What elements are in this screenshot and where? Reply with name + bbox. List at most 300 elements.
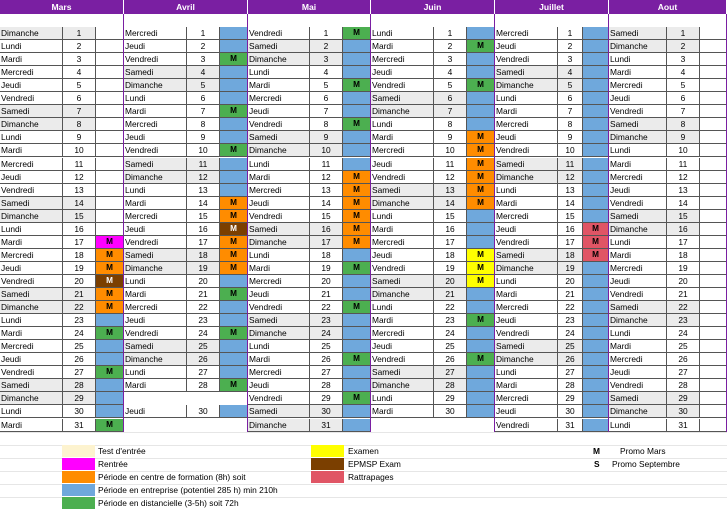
period-cell [700, 184, 727, 197]
period-cell [700, 340, 727, 353]
period-cell [700, 275, 727, 288]
period-cell [96, 223, 124, 236]
day-number-cell: 19 [63, 262, 96, 275]
period-cell: M [96, 301, 124, 314]
day-number-cell: 19 [187, 262, 220, 275]
day-number-cell: 22 [558, 301, 583, 314]
period-cell: M [96, 275, 124, 288]
period-cell: M [220, 53, 248, 66]
day-number-cell: 13 [558, 184, 583, 197]
day-name-cell: Lundi [0, 405, 63, 418]
period-cell [220, 131, 248, 144]
day-number-cell: 5 [434, 79, 467, 92]
period-cell: M [467, 275, 495, 288]
legend [0, 430, 727, 513]
period-cell [96, 27, 124, 40]
day-name-cell: Mercredi [248, 366, 310, 379]
day-name-cell: Jeudi [495, 223, 558, 236]
period-cell [220, 314, 248, 327]
day-name-cell: Dimanche [371, 379, 434, 392]
day-name-cell: Samedi [124, 66, 187, 79]
day-number-cell: 22 [63, 301, 96, 314]
period-cell [467, 66, 495, 79]
day-name-cell: Jeudi [124, 131, 187, 144]
period-cell [343, 131, 371, 144]
day-name-cell: Mercredi [0, 340, 63, 353]
period-cell: M [220, 197, 248, 210]
day-number-cell: 31 [558, 419, 583, 432]
day-name-cell: Dimanche [124, 353, 187, 366]
period-cell [700, 131, 727, 144]
day-name-cell: Lundi [0, 314, 63, 327]
day-number-cell: 10 [558, 144, 583, 157]
period-cell [583, 144, 609, 157]
period-cell [96, 158, 124, 171]
period-cell [96, 53, 124, 66]
period-cell [220, 405, 248, 418]
day-name-cell: Jeudi [248, 105, 310, 118]
day-number-cell: 25 [63, 340, 96, 353]
day-number-cell: 23 [63, 314, 96, 327]
period-cell: M [96, 262, 124, 275]
day-number-cell: 23 [310, 314, 343, 327]
day-name-cell: Mercredi [371, 236, 434, 249]
day-number-cell: 25 [434, 340, 467, 353]
day-name-cell: Vendredi [609, 197, 667, 210]
day-number-cell: 11 [434, 158, 467, 171]
day-number-cell: 3 [310, 53, 343, 66]
day-number-cell: 15 [434, 210, 467, 223]
day-number-cell: 5 [63, 79, 96, 92]
legend-label-entreprise: Période en entreprise (potentiel 285 h) min 210h [98, 485, 278, 495]
day-name-cell: Mardi [248, 353, 310, 366]
period-cell [467, 379, 495, 392]
day-name-cell: Mercredi [248, 92, 310, 105]
day-number-cell: 8 [310, 118, 343, 131]
day-name-cell: Mardi [248, 79, 310, 92]
period-cell: M [583, 249, 609, 262]
day-name-cell: Samedi [609, 118, 667, 131]
day-number-cell: 26 [310, 353, 343, 366]
day-number-cell: 18 [63, 249, 96, 262]
day-number-cell: 15 [63, 210, 96, 223]
month-header: Juin [371, 0, 494, 14]
day-number-cell: 22 [310, 301, 343, 314]
period-cell [220, 92, 248, 105]
day-name-cell: Mardi [0, 53, 63, 66]
day-number-cell: 11 [558, 158, 583, 171]
period-cell [467, 392, 495, 405]
period-cell [96, 40, 124, 53]
period-cell [700, 249, 727, 262]
period-cell: M [220, 288, 248, 301]
day-name-cell: Lundi [495, 184, 558, 197]
period-cell: M [220, 327, 248, 340]
month-header: Juillet [495, 0, 608, 14]
period-cell [583, 105, 609, 118]
day-name-cell: Mardi [124, 105, 187, 118]
day-name-cell: Dimanche [0, 392, 63, 405]
day-name-cell: Jeudi [124, 314, 187, 327]
period-cell [467, 301, 495, 314]
period-cell [700, 405, 727, 418]
period-cell: M [467, 79, 495, 92]
day-name-cell: Lundi [609, 327, 667, 340]
day-name-cell: Mercredi [495, 301, 558, 314]
legend-key-promo-septembre: S [594, 459, 600, 469]
day-number-cell: 3 [558, 53, 583, 66]
day-name-cell: Samedi [0, 288, 63, 301]
day-name-cell: Jeudi [495, 314, 558, 327]
period-cell [467, 340, 495, 353]
day-number-cell: 11 [187, 158, 220, 171]
month-header: Mars [0, 0, 123, 14]
day-name-cell: Lundi [248, 158, 310, 171]
month-header: Mai [248, 0, 370, 14]
day-number-cell: 30 [187, 405, 220, 418]
day-name-cell: Lundi [0, 223, 63, 236]
day-name-cell: Dimanche [609, 40, 667, 53]
day-name-cell: Jeudi [0, 171, 63, 184]
day-name-cell: Dimanche [371, 197, 434, 210]
day-number-cell: 28 [310, 379, 343, 392]
day-number-cell: 17 [63, 236, 96, 249]
day-number-cell: 28 [63, 379, 96, 392]
day-name-cell: Mardi [248, 171, 310, 184]
day-number-cell: 9 [667, 131, 700, 144]
day-number-cell: 9 [558, 131, 583, 144]
day-number-cell: 17 [187, 236, 220, 249]
day-number-cell: 30 [434, 405, 467, 418]
period-cell [700, 144, 727, 157]
day-name-cell: Samedi [0, 379, 63, 392]
day-number-cell: 5 [187, 79, 220, 92]
period-cell [96, 66, 124, 79]
day-number-cell: 2 [187, 40, 220, 53]
period-cell: M [96, 236, 124, 249]
day-name-cell: Samedi [371, 275, 434, 288]
period-cell [96, 144, 124, 157]
day-name-cell: Mercredi [124, 118, 187, 131]
day-number-cell: 12 [63, 171, 96, 184]
day-number-cell: 4 [63, 66, 96, 79]
day-name-cell: Mercredi [495, 392, 558, 405]
period-cell [96, 314, 124, 327]
period-cell: M [343, 79, 371, 92]
day-number-cell: 27 [63, 366, 96, 379]
period-cell [583, 288, 609, 301]
day-name-cell: Mardi [248, 262, 310, 275]
period-cell [583, 366, 609, 379]
day-name-cell: Lundi [609, 144, 667, 157]
day-number-cell: 13 [434, 184, 467, 197]
day-number-cell: 16 [63, 223, 96, 236]
day-name-cell: Lundi [124, 366, 187, 379]
day-number-cell: 10 [434, 144, 467, 157]
day-number-cell: 20 [558, 275, 583, 288]
day-name-cell: Dimanche [248, 419, 310, 432]
period-cell: M [96, 327, 124, 340]
period-cell: M [220, 262, 248, 275]
period-cell [467, 223, 495, 236]
day-name-cell: Lundi [0, 40, 63, 53]
day-number-cell: 7 [558, 105, 583, 118]
period-cell [583, 118, 609, 131]
day-number-cell: 8 [63, 118, 96, 131]
period-cell [220, 27, 248, 40]
day-number-cell: 18 [434, 249, 467, 262]
period-cell [220, 340, 248, 353]
day-number-cell: 21 [558, 288, 583, 301]
period-cell [583, 66, 609, 79]
period-cell: M [96, 366, 124, 379]
period-cell: M [467, 144, 495, 157]
day-number-cell: 24 [667, 327, 700, 340]
day-name-cell: Lundi [371, 118, 434, 131]
period-cell [343, 275, 371, 288]
day-number-cell: 3 [434, 53, 467, 66]
day-number-cell: 24 [63, 327, 96, 340]
period-cell [700, 92, 727, 105]
period-cell [220, 184, 248, 197]
period-cell [700, 366, 727, 379]
day-number-cell: 28 [187, 379, 220, 392]
day-name-cell: Lundi [124, 275, 187, 288]
day-name-cell: Vendredi [0, 275, 63, 288]
day-name-cell: Jeudi [124, 223, 187, 236]
day-number-cell: 29 [558, 392, 583, 405]
legend-swatch-test [62, 445, 95, 457]
day-name-cell: Vendredi [0, 92, 63, 105]
legend-label-rattrapages: Rattrapages [348, 472, 394, 482]
period-cell: M [343, 262, 371, 275]
day-name-cell: Lundi [371, 210, 434, 223]
day-name-cell: Vendredi [124, 236, 187, 249]
period-cell [583, 27, 609, 40]
period-cell [220, 353, 248, 366]
period-cell [700, 262, 727, 275]
period-cell [467, 236, 495, 249]
day-name-cell: Vendredi [248, 118, 310, 131]
day-number-cell: 2 [310, 40, 343, 53]
day-number-cell: 27 [434, 366, 467, 379]
day-number-cell: 7 [63, 105, 96, 118]
period-cell [343, 366, 371, 379]
period-cell [700, 53, 727, 66]
day-name-cell: Jeudi [124, 40, 187, 53]
period-cell [343, 288, 371, 301]
day-number-cell: 23 [434, 314, 467, 327]
period-cell [700, 301, 727, 314]
day-number-cell: 26 [558, 353, 583, 366]
day-number-cell: 14 [63, 197, 96, 210]
period-cell: M [220, 236, 248, 249]
period-cell [700, 40, 727, 53]
day-name-cell: Jeudi [495, 405, 558, 418]
day-number-cell: 15 [558, 210, 583, 223]
day-number-cell: 31 [667, 419, 700, 432]
period-cell [343, 53, 371, 66]
period-cell [220, 66, 248, 79]
day-number-cell: 3 [63, 53, 96, 66]
day-name-cell: Samedi [124, 158, 187, 171]
day-number-cell: 6 [558, 92, 583, 105]
period-cell: M [343, 27, 371, 40]
day-name-cell: Dimanche [0, 210, 63, 223]
day-name-cell: Mercredi [609, 262, 667, 275]
period-cell: M [467, 171, 495, 184]
day-number-cell: 26 [187, 353, 220, 366]
day-name-cell: Mercredi [371, 53, 434, 66]
day-number-cell: 7 [434, 105, 467, 118]
day-name-cell: Mardi [371, 40, 434, 53]
day-number-cell: 20 [667, 275, 700, 288]
day-name-cell: Vendredi [124, 144, 187, 157]
day-name-cell: Lundi [371, 392, 434, 405]
day-name-cell: Mardi [124, 379, 187, 392]
period-cell [583, 379, 609, 392]
day-number-cell: 31 [310, 419, 343, 432]
day-name-cell: Mardi [0, 236, 63, 249]
period-cell [700, 379, 727, 392]
day-name-cell: Mercredi [0, 66, 63, 79]
day-number-cell: 11 [63, 158, 96, 171]
period-cell [96, 131, 124, 144]
period-cell [467, 405, 495, 418]
day-name-cell: Lundi [248, 340, 310, 353]
day-number-cell: 30 [310, 405, 343, 418]
day-name-cell: Vendredi [371, 171, 434, 184]
day-number-cell: 30 [63, 405, 96, 418]
period-cell: M [220, 105, 248, 118]
period-cell: M [343, 392, 371, 405]
period-cell: M [343, 171, 371, 184]
day-name-cell: Lundi [371, 301, 434, 314]
day-number-cell: 28 [434, 379, 467, 392]
period-cell [343, 144, 371, 157]
period-cell [467, 366, 495, 379]
day-number-cell: 17 [667, 236, 700, 249]
day-number-cell: 27 [667, 366, 700, 379]
day-number-cell: 6 [187, 92, 220, 105]
day-number-cell: 18 [667, 249, 700, 262]
day-number-cell: 3 [667, 53, 700, 66]
period-cell: M [467, 40, 495, 53]
period-cell [343, 40, 371, 53]
day-name-cell: Mardi [371, 223, 434, 236]
day-number-cell: 28 [667, 379, 700, 392]
period-cell [220, 301, 248, 314]
day-name-cell: Mercredi [248, 275, 310, 288]
period-cell: M [467, 197, 495, 210]
day-number-cell: 16 [558, 223, 583, 236]
period-cell [700, 288, 727, 301]
day-name-cell: Vendredi [248, 210, 310, 223]
period-cell [583, 158, 609, 171]
day-number-cell: 14 [187, 197, 220, 210]
day-number-cell: 7 [310, 105, 343, 118]
day-name-cell: Dimanche [495, 171, 558, 184]
period-cell [700, 392, 727, 405]
period-cell: M [467, 131, 495, 144]
day-name-cell: Mercredi [609, 79, 667, 92]
day-name-cell: Dimanche [495, 353, 558, 366]
day-name-cell: Samedi [124, 249, 187, 262]
day-name-cell: Dimanche [371, 288, 434, 301]
day-name-cell: Jeudi [371, 340, 434, 353]
day-name-cell: Mardi [495, 197, 558, 210]
day-number-cell: 15 [187, 210, 220, 223]
day-name-cell: Mercredi [124, 27, 187, 40]
day-number-cell: 29 [667, 392, 700, 405]
day-number-cell: 20 [187, 275, 220, 288]
day-name-cell: Samedi [248, 131, 310, 144]
day-name-cell: Vendredi [0, 366, 63, 379]
period-cell [583, 340, 609, 353]
day-name-cell: Lundi [371, 27, 434, 40]
day-name-cell: Mercredi [124, 210, 187, 223]
day-name-cell: Lundi [495, 275, 558, 288]
period-cell [583, 131, 609, 144]
day-number-cell: 30 [558, 405, 583, 418]
day-name-cell: Vendredi [609, 379, 667, 392]
day-name-cell: Vendredi [495, 144, 558, 157]
period-cell: M [343, 236, 371, 249]
day-name-cell: Dimanche [248, 236, 310, 249]
day-name-cell: Jeudi [0, 353, 63, 366]
day-number-cell: 10 [310, 144, 343, 157]
day-number-cell: 29 [434, 392, 467, 405]
day-number-cell: 21 [434, 288, 467, 301]
period-cell [343, 92, 371, 105]
day-number-cell: 14 [310, 197, 343, 210]
legend-swatch-centre [62, 471, 95, 483]
period-cell [700, 197, 727, 210]
day-number-cell: 5 [558, 79, 583, 92]
day-number-cell: 16 [434, 223, 467, 236]
period-cell [96, 105, 124, 118]
day-number-cell: 23 [558, 314, 583, 327]
day-number-cell: 24 [558, 327, 583, 340]
day-number-cell: 15 [667, 210, 700, 223]
day-number-cell: 1 [667, 27, 700, 40]
period-cell [220, 79, 248, 92]
period-cell [467, 92, 495, 105]
period-cell [583, 353, 609, 366]
period-cell [343, 249, 371, 262]
day-name-cell: Samedi [248, 223, 310, 236]
legend-key-promo-mars: M [593, 446, 600, 456]
day-number-cell: 18 [310, 249, 343, 262]
period-cell [220, 275, 248, 288]
day-number-cell: 1 [558, 27, 583, 40]
day-number-cell: 14 [434, 197, 467, 210]
legend-label-test: Test d'entrée [98, 446, 146, 456]
day-name-cell: Dimanche [609, 405, 667, 418]
day-name-cell: Mardi [371, 405, 434, 418]
month-header: Avril [124, 0, 247, 14]
day-name-cell: Dimanche [248, 144, 310, 157]
day-name-cell: Vendredi [371, 353, 434, 366]
period-cell [467, 210, 495, 223]
day-name-cell: Vendredi [124, 53, 187, 66]
period-cell: M [343, 210, 371, 223]
day-number-cell: 27 [187, 366, 220, 379]
period-cell [583, 184, 609, 197]
period-cell [220, 40, 248, 53]
day-number-cell: 25 [187, 340, 220, 353]
day-name-cell: Dimanche [124, 171, 187, 184]
